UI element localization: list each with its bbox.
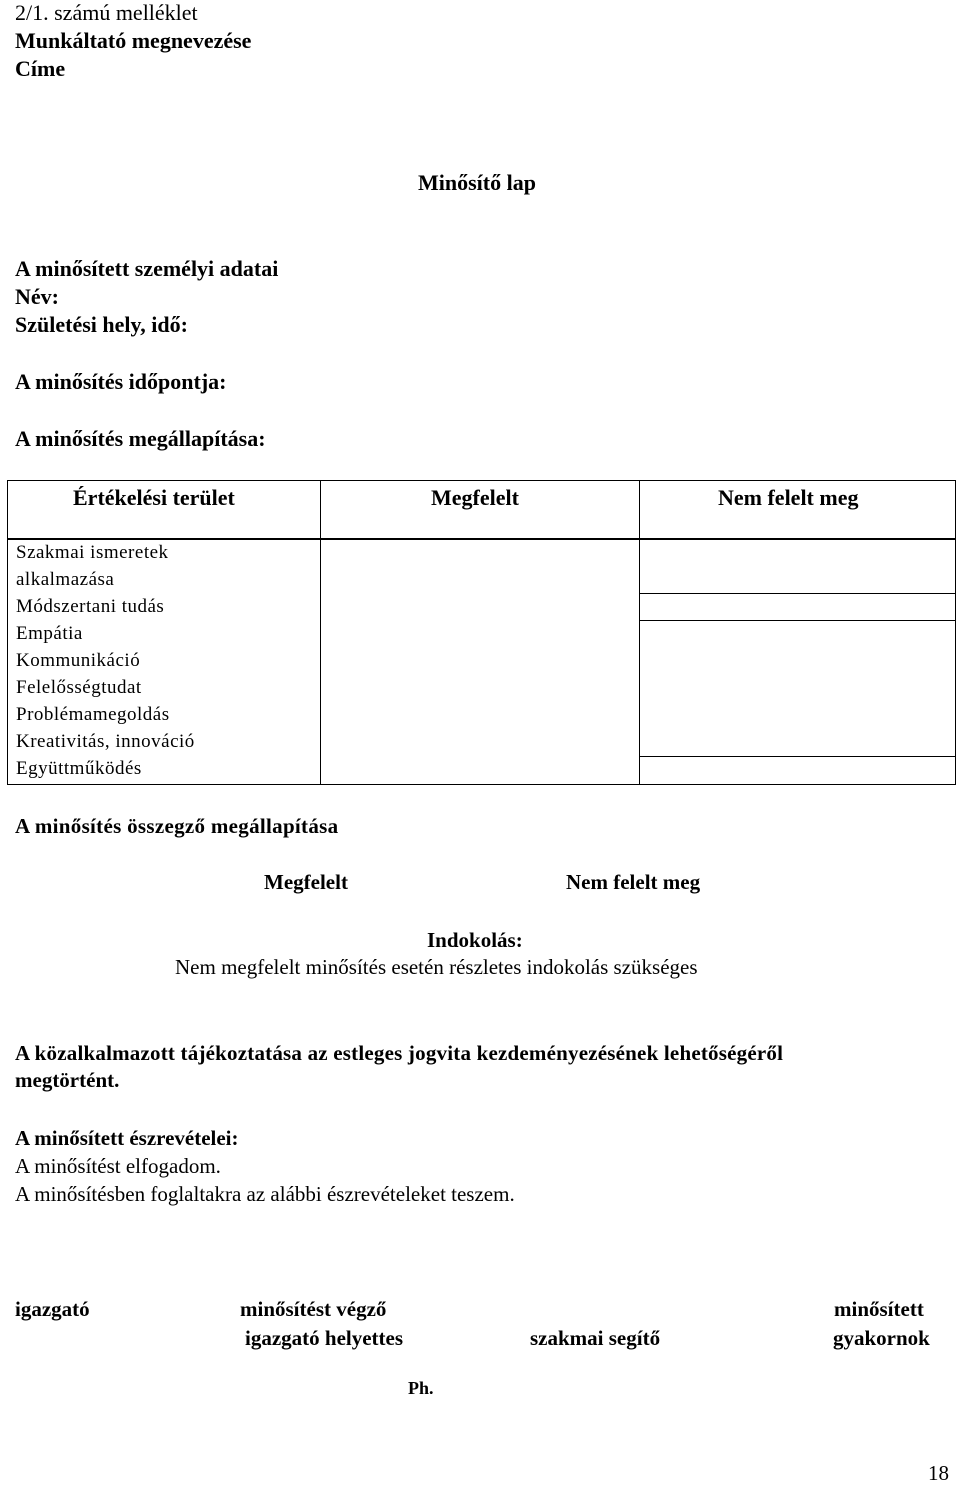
address-label: Címe — [15, 56, 66, 81]
table-header-fail: Nem felelt meg — [718, 485, 859, 510]
birth-label: Születési hely, idő: — [15, 312, 188, 337]
annex-label: 2/1. számú melléklet — [15, 0, 198, 25]
table-row: Problémamegoldás — [16, 704, 170, 725]
reason-note: Nem megfelelt minősítés esetén részletes indokolás szükséges — [175, 955, 698, 979]
table-row: Kreativitás, innováció — [16, 731, 195, 752]
summary-heading: A minősítés összegző megállapítása — [15, 814, 339, 838]
table-row: Felelősségtudat — [16, 677, 142, 698]
table-row: Kommunikáció — [16, 650, 141, 671]
table-row: alkalmazása — [16, 569, 115, 590]
page-number: 18 — [928, 1461, 949, 1485]
table-header-pass: Megfelelt — [431, 485, 519, 510]
table-row: Empátia — [16, 623, 83, 644]
finding-label: A minősítés megállapítása: — [15, 426, 266, 451]
signature-assistant: szakmai segítő — [530, 1326, 661, 1350]
evaluation-table — [7, 480, 956, 785]
employer-name-label: Munkáltató megnevezése — [15, 28, 252, 53]
signature-trainee: gyakornok — [833, 1326, 930, 1350]
stamp-label: Ph. — [408, 1378, 434, 1398]
signature-qualified: minősített — [834, 1297, 924, 1321]
info-line-1: A közalkalmazott tájékoztatása az estleges jogvita kezdeményezésének lehetőségéről — [15, 1041, 784, 1065]
table-row: Együttműködés — [16, 758, 142, 779]
table-header-area: Értékelési terület — [73, 485, 235, 510]
remarks-accept: A minősítést elfogadom. — [15, 1154, 221, 1178]
summary-pass-option: Megfelelt — [264, 870, 348, 894]
page-title: Minősítő lap — [418, 170, 536, 195]
personal-heading: A minősített személyi adatai — [15, 256, 279, 281]
signature-director: igazgató — [15, 1297, 90, 1321]
remarks-comment: A minősítésben foglaltakra az alábbi észrevételeket teszem. — [15, 1182, 515, 1206]
date-label: A minősítés időpontja: — [15, 369, 227, 394]
signature-evaluator: minősítést végző — [240, 1297, 387, 1321]
signature-deputy: igazgató helyettes — [245, 1326, 404, 1350]
reason-label: Indokolás: — [427, 928, 523, 952]
info-line-2: megtörtént. — [15, 1068, 120, 1092]
table-row: Szakmai ismeretek — [16, 542, 169, 563]
summary-fail-option: Nem felelt meg — [566, 870, 701, 894]
table-row: Módszertani tudás — [16, 596, 165, 617]
remarks-heading: A minősített észrevételei: — [15, 1126, 239, 1150]
name-label: Név: — [15, 284, 59, 309]
